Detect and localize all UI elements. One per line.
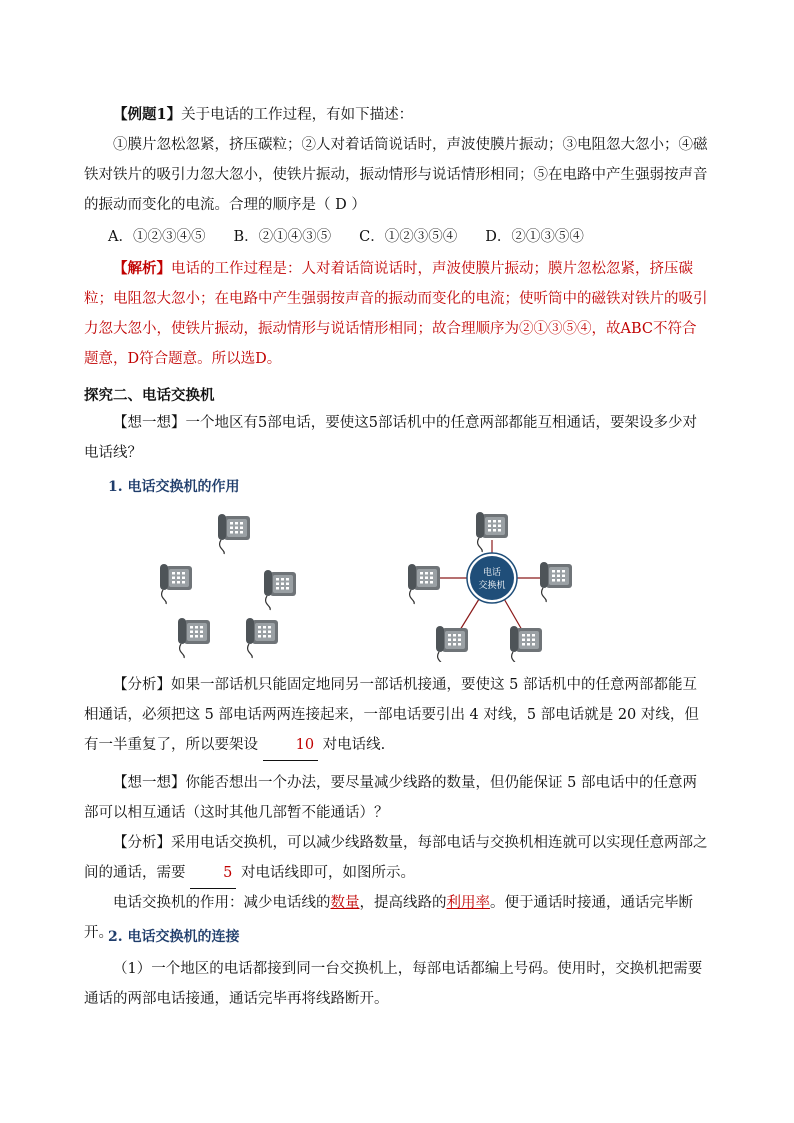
option-b: B．②①④③⑤ xyxy=(233,229,332,245)
phone-icon xyxy=(540,562,572,602)
analysis-1: 【分析】如果一部话机只能固定地同另一部话机接通，要使这 5 部话机中的任意两部都能互相通话，必须把这 5 部电话两两连接起来，一部电话要引出 4 对线，5 部电话就是 20 对线，但有一半重复了，所以要架设 10 对电话线. xyxy=(84,670,708,761)
phone-icon xyxy=(218,514,250,554)
switch-node xyxy=(470,556,514,600)
option-a: A．①②③④⑤ xyxy=(108,229,206,245)
analysis-2: 【分析】采用电话交换机，可以减少线路数量，每部电话与交换机相连就可以实现任意两部之间的通话，需要 5 对电话线即可，如图所示。 xyxy=(84,828,708,889)
think-question-2: 【想一想】你能否想出一个办法，要尽量减少线路的数量，但仍能保证 5 部电话中的任意两部可以相互通话（这时其他几部暂不能通话）？ xyxy=(84,775,697,821)
answer-utilization: 利用率 xyxy=(446,895,490,911)
answer-blank-10: 10 xyxy=(263,730,318,761)
telephone-diagram xyxy=(0,512,794,662)
example-analysis: 【解析】电话的工作过程是：人对着话筒说话时，声波使膜片振动；膜片忽松忽紧，挤压碳粒；电阻忽大忽小；在电路中产生强弱按声音的振动而变化的电流；使听筒中的磁铁对铁片的吸引力忽大忽小，使铁片振动，振动情形与说话情形相同；故合理顺序为②①③⑤④，故ABC不符合题意，D符合题意。所以选D。 xyxy=(84,260,708,367)
phone-icon xyxy=(264,570,296,610)
switch-role: 电话交换机的作用：减少电话线的数量，提高线路的利用率。便于通话时接通，通话完毕断开。 xyxy=(84,895,693,941)
answer-quantity: 数量 xyxy=(330,895,360,911)
phone-icon xyxy=(510,626,542,662)
connection-description: （1）一个地区的电话都接到同一台交换机上，每部电话都编上号码。使用时，交换机把需要通话的两部电话接通，通话完毕再将线路断开。 xyxy=(84,961,703,1007)
example-title: 【例题1】关于电话的工作过程，有如下描述： xyxy=(113,106,414,123)
section-title: 探究二、电话交换机 xyxy=(84,387,215,404)
phone-icon xyxy=(436,626,468,662)
subsection-title-2: 2. 电话交换机的连接 xyxy=(108,929,240,945)
options-row xyxy=(108,222,584,252)
example-tag: 【例题1】 xyxy=(113,106,182,123)
answer-blank-5: 5 xyxy=(190,858,236,889)
switch-label-2: 交换机 xyxy=(478,581,506,591)
subsection-title-1: 1. 电话交换机的作用 xyxy=(108,479,240,495)
option-d: D．②①③⑤④ xyxy=(485,229,584,245)
example-description: ①膜片忽松忽紧，挤压碳粒；②人对着话筒说话时，声波使膜片振动；③电阻忽大忽小；④磁铁对铁片的吸引力忽大忽小，使铁片振动，振动情形与说话情形相同；⑤在电路中产生强弱按声音的振动而变化的电流。合理的顺序是（ D ） xyxy=(84,137,708,213)
phone-icon xyxy=(408,564,440,604)
phone-icon xyxy=(160,564,192,604)
analysis-tag: 【解析】 xyxy=(113,260,171,277)
think-question-1: 【想一想】一个地区有5部电话，要使这5部话机中的任意两部都能互相通话，要架设多少对电话线？ xyxy=(84,415,697,461)
phone-icon xyxy=(246,618,278,658)
switch-label-1: 电话 xyxy=(482,568,502,578)
option-c: C．①②③⑤④ xyxy=(359,229,458,245)
phone-icon xyxy=(178,618,210,658)
